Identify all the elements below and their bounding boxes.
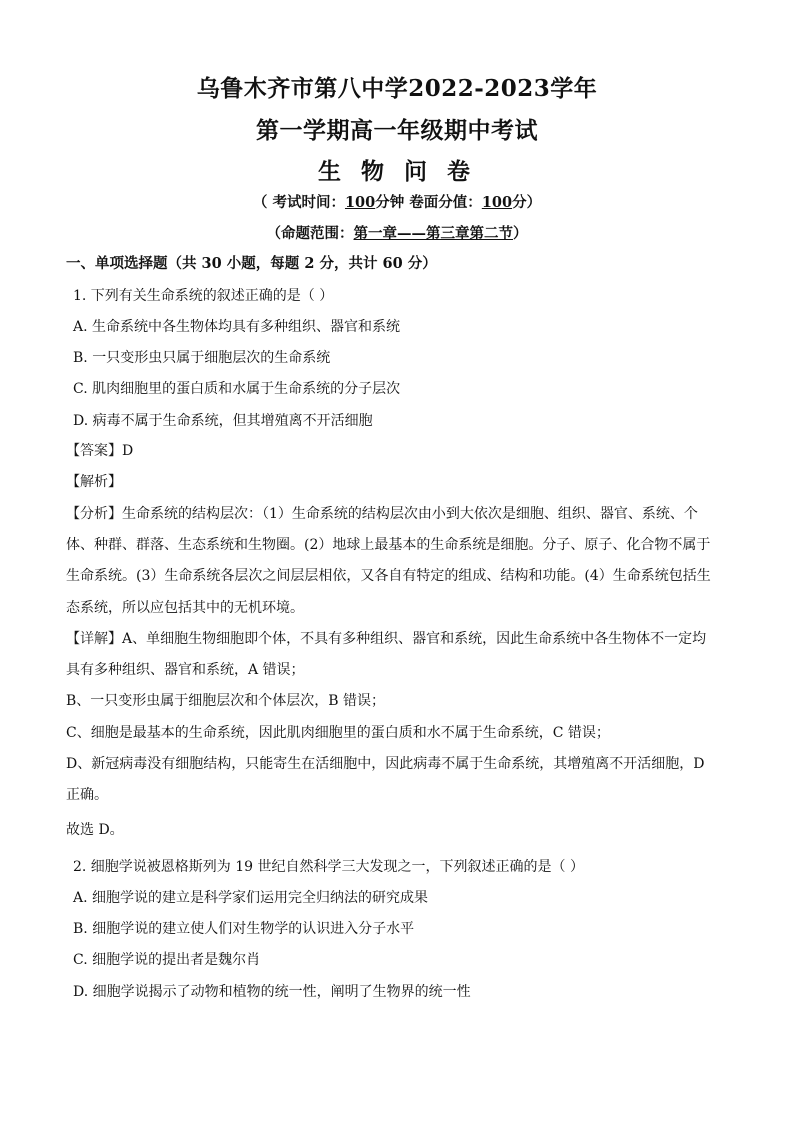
scope-prefix: （命题范围： — [266, 225, 354, 242]
q1-fenxi-line-2: 体、种群、群落、生态系统和生物圈。(2）地球上最基本的生命系统是细胞。分子、原子、化合物不属于 — [66, 537, 711, 553]
q1-fenxi-line-3: 生命系统。(3）生命系统各层次之间层层相依，又各自有特定的组成、结构和功能。(4）生命系统包括生 — [66, 568, 711, 584]
answer-tag: 【答案】 — [66, 443, 122, 459]
fenxi-text-1: 生命系统的结构层次：（1）生命系统的结构层次由小到大依次是细胞、组织、器官、系统、个 — [122, 506, 698, 522]
q1-xiangjie-line-6: 正确。 — [66, 787, 108, 803]
q2-stem: 2. 细胞学说被恩格斯列为 19 世纪自然科学三大发现之一，下列叙述正确的是（ ） — [73, 859, 584, 875]
exam-score-value: 100 — [481, 194, 513, 211]
q1-answer — [66, 441, 133, 461]
scope-suffix: ） — [513, 225, 528, 242]
xiangjie-tag: 【详解】 — [66, 631, 122, 647]
q2-option-b: B. 细胞学说的建立使人们对生物学的认识进入分子水平 — [73, 921, 415, 937]
q1-xiangjie-line-1 — [66, 629, 706, 649]
fenxi-tag: 【分析】 — [66, 506, 122, 522]
exam-time-mid: 分钟 卷面分值： — [375, 194, 482, 211]
exam-info — [0, 191, 794, 212]
q1-option-b: B. 一只变形虫只属于细胞层次的生命系统 — [73, 350, 331, 366]
section-title: 一、单项选择题（共 30 小题，每题 2 分，共计 60 分） — [66, 255, 437, 272]
q1-option-d: D. 病毒不属于生命系统，但其增殖离不开活细胞 — [73, 413, 373, 429]
q1-option-c: C. 肌肉细胞里的蛋白质和水属于生命系统的分子层次 — [73, 381, 401, 397]
q1-fenxi-line-1 — [66, 504, 698, 524]
title-line-3: 生 物 问 卷 — [317, 158, 477, 185]
q2-option-a: A. 细胞学说的建立是科学家们运用完全归纳法的研究成果 — [73, 890, 429, 906]
q1-xiangjie-line-5: D、新冠病毒没有细胞结构，只能寄生在活细胞中，因此病毒不属于生命系统，其增殖离不开活细胞，D — [66, 756, 705, 772]
exam-score-suffix: 分） — [512, 194, 542, 211]
q2-option-d: D. 细胞学说揭示了动物和植物的统一性，阐明了生物界的统一性 — [73, 984, 471, 1000]
title-line-2: 第一学期高一年级期中考试 — [256, 117, 538, 144]
q1-fenxi-line-4: 态系统，所以应包括其中的无机环境。 — [66, 600, 304, 616]
q1-option-a: A. 生命系统中各生物体均具有多种组织、器官和系统 — [73, 319, 401, 335]
exam-time-prefix: （ 考试时间： — [252, 194, 345, 211]
q1-analysis-tag: 【解析】 — [66, 474, 122, 490]
exam-time-value: 100 — [344, 194, 376, 211]
title-line-1: 乌鲁木齐市第八中学2022-2023学年 — [196, 75, 598, 102]
exam-scope — [0, 222, 794, 243]
q1-xiangjie-line-4: C、细胞是最基本的生命系统，因此肌肉细胞里的蛋白质和水不属于生命系统，C 错误； — [66, 725, 610, 741]
q1-conclusion: 故选 D。 — [66, 822, 124, 838]
answer-value: D — [122, 443, 134, 459]
q2-option-c: C. 细胞学说的提出者是魏尔肖 — [73, 952, 261, 968]
q1-xiangjie-line-3: B、一只变形虫属于细胞层次和个体层次，B 错误； — [66, 693, 386, 709]
q1-xiangjie-line-2: 具有多种组织、器官和系统，A 错误； — [66, 662, 305, 678]
scope-value: 第一章——第三章第二节 — [353, 225, 513, 242]
xiangjie-text-1: A、单细胞生物细胞即个体，不具有多种组织、器官和系统，因此生命系统中各生物体不一定均 — [122, 631, 707, 647]
q1-stem: 1. 下列有关生命系统的叙述正确的是（ ） — [73, 288, 334, 304]
